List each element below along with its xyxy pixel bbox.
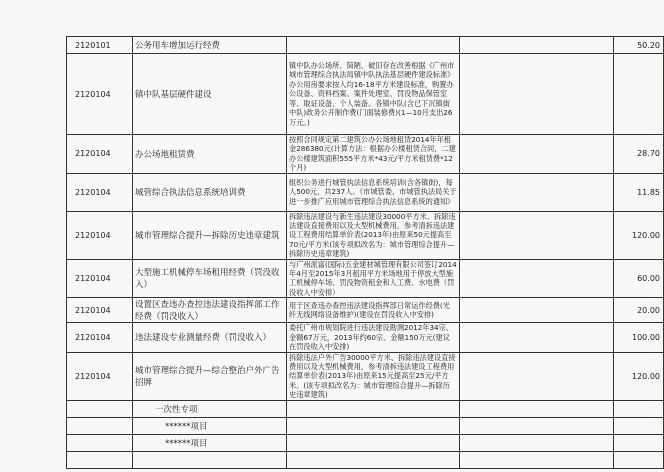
- row-desc: 委托广州市规划院进行违法建设勘测2012年34宗、金额67万元，2013年约60宗、金额150万元(建议在罚没收入中安排): [287, 323, 460, 352]
- row-amount: 120.00: [614, 352, 664, 400]
- row-code: 2120104: [67, 352, 133, 400]
- row-amount: 60.00: [614, 259, 664, 298]
- row-desc: 用于区查违办查控违法建设指挥部日常运作经费(光纤无线网络设备维护)(建设在罚没收入中安排): [287, 298, 460, 323]
- table-row: [67, 323, 664, 352]
- item-label: ******项目: [133, 417, 287, 434]
- row-name: 城市管理综合提升—拆除历史违章建筑: [133, 211, 287, 259]
- table-row: [67, 135, 664, 174]
- row-amount: [614, 54, 664, 135]
- row-code: 2120104: [67, 259, 133, 298]
- row-desc: 镇中队办公场所、简陋、破旧存在改善根据《广州市城市管理综合执法局镇中队执法基层硬件建设标准》办公用房要求按人均16-18平方米建设标准，购置办公设备、资料档案、案件处理室、罚没物品保管室等、取证设备、个人装备。各镇中队(含已下沉镇街中队)政务公开制作费(门面装修费)(1—10月支出26万元。): [287, 54, 460, 135]
- row-amount: 11.85: [614, 173, 664, 211]
- row-desc: 拆除违法户外广告30000平方米、拆除违法建设直接费用以及大型机械费用，参考清拆违法建设工程费用结算单价表(2013年)由原来15元提高至25元/平方米。(该专项拟改名为：城市管理综合提升—拆除历史违章建筑): [287, 352, 460, 400]
- table-row: [67, 352, 664, 400]
- row-empty: [460, 211, 614, 259]
- row-amount: 20.00: [614, 298, 664, 323]
- section-row: [67, 400, 664, 417]
- row-empty: [460, 37, 614, 54]
- row-empty: [460, 352, 614, 400]
- row-code: 2120101: [67, 37, 133, 54]
- row-empty: [460, 135, 614, 174]
- budget-table: [66, 36, 664, 469]
- table-row: [67, 173, 664, 211]
- row-name: 公务用车增加运行经费: [133, 37, 287, 54]
- row-amount: 50.20: [614, 37, 664, 54]
- row-desc: 按照合同规定第二建筑公办公场地租赁2014年年租金286380元(计算方法：根据办公楼租赁合同，二建办公楼建筑面积555平方米*43元/平方米租赁费*12个月): [287, 135, 460, 174]
- row-name: 设置区查违办查控违法建设指挥部工作经费（罚没收入）: [133, 298, 287, 323]
- table-row: [67, 417, 664, 434]
- table-row: [67, 434, 664, 451]
- row-desc: 拆除违法建设与新生违法建设30000平方米、拆除违法建设直接费用以及大型机械费用，参考清拆违法建设工程费用结算单价表(2013年)由原来50元提高至70元/平方米(该专项拟改名为：城市管理综合提升—拆除历史违章建筑): [287, 211, 460, 259]
- row-code: 2120104: [67, 54, 133, 135]
- row-name: 违法建设专业测量经费（罚没收入）: [133, 323, 287, 352]
- item-label: ******项目: [133, 434, 287, 451]
- row-empty: [460, 298, 614, 323]
- row-empty: [460, 259, 614, 298]
- row-amount: 100.00: [614, 323, 664, 352]
- row-amount: 28.70: [614, 135, 664, 174]
- row-desc: 与广州派富(国际)五金建材城管理有限公司签订2014年4月至2015年3月租用平方米场地用于停放大型施工机械停车场、罚没物资租金和人工费、水电费（罚没收入中安排）: [287, 259, 460, 298]
- table-row: [67, 211, 664, 259]
- row-code: 2120104: [67, 173, 133, 211]
- row-empty: [460, 323, 614, 352]
- row-amount: 120.00: [614, 211, 664, 259]
- table-row: [67, 37, 664, 54]
- table-row: [67, 54, 664, 135]
- row-desc: 组织公务进行城管执法信息系统培训(含各镇街)，每人500元，共237人。《市城管委、市城管执法局关于进一步推广应用城市管理综合执法信息系统的通知》: [287, 173, 460, 211]
- row-name: 大型施工机械停车场租用经费（罚没收入）: [133, 259, 287, 298]
- row-desc: [287, 37, 460, 54]
- row-code: 2120104: [67, 135, 133, 174]
- row-name: 镇中队基层硬件建设: [133, 54, 287, 135]
- row-empty: [460, 173, 614, 211]
- table-row: [67, 259, 664, 298]
- row-name: 城市管理综合提升—综合整治户外广告招牌: [133, 352, 287, 400]
- row-code: 2120104: [67, 211, 133, 259]
- row-name: 城管综合执法信息系统培训费: [133, 173, 287, 211]
- row-empty: [460, 54, 614, 135]
- row-name: 办公场地租赁费: [133, 135, 287, 174]
- table-row: [67, 451, 664, 468]
- row-code: 2120104: [67, 298, 133, 323]
- table-row: [67, 298, 664, 323]
- row-code: 2120104: [67, 323, 133, 352]
- section-title: 一次性专项: [133, 400, 287, 417]
